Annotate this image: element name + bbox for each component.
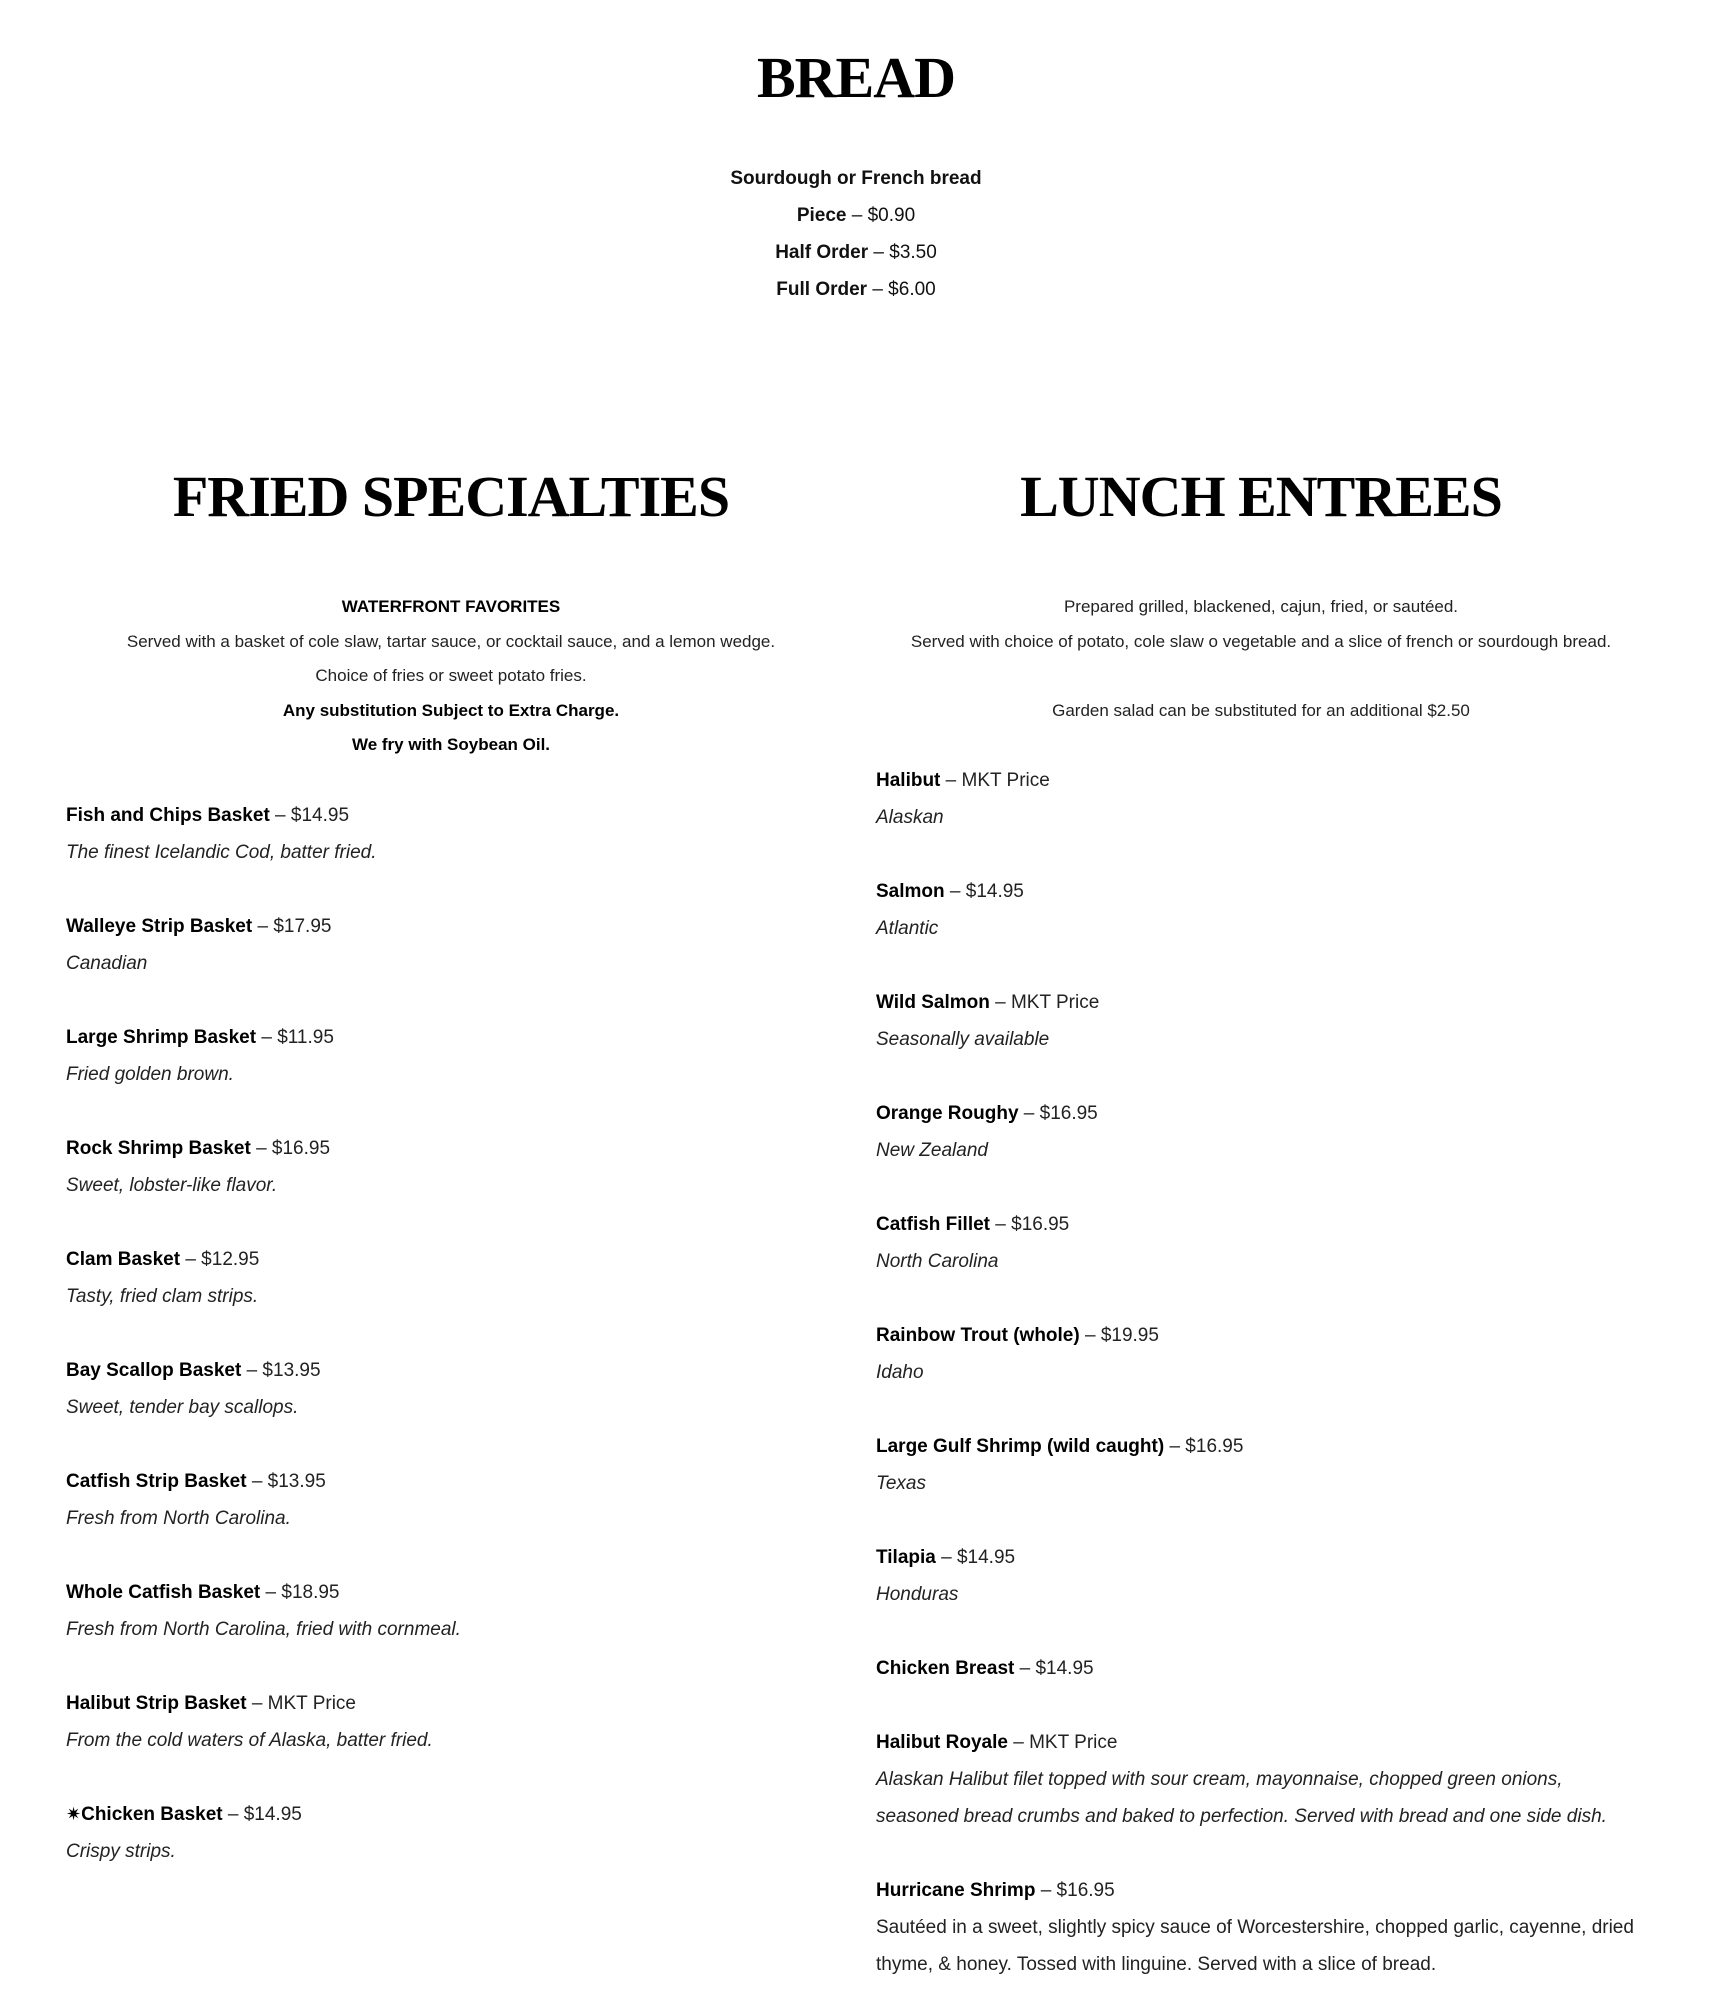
item-name: Clam Basket	[66, 1248, 181, 1270]
item-description: Crispy strips.	[66, 1840, 176, 1862]
item-description: Atlantic	[876, 918, 939, 939]
item-price: – $11.95	[256, 1026, 334, 1048]
intro-spacer	[876, 659, 1646, 694]
item-price: – $19.95	[1079, 1325, 1159, 1346]
fried-intro-line: Served with a basket of cole slaw, tartar sauce, or cocktail sauce, and a lemon wedge.	[126, 631, 776, 651]
menu-item	[66, 1796, 836, 1870]
fried-intro-header: WATERFRONT FAVORITES	[341, 597, 561, 616]
item-name: Catfish Strip Basket	[66, 1470, 247, 1492]
star-icon: ✷	[66, 1803, 82, 1824]
bread-item-price: – $3.50	[868, 242, 937, 263]
item-price: – MKT Price	[1007, 1732, 1118, 1753]
item-name: Bay Scallop Basket	[66, 1359, 242, 1381]
item-price: – MKT Price	[246, 1692, 357, 1714]
item-name: Catfish Fillet	[876, 1214, 991, 1235]
item-description: Seasonally available	[876, 1029, 1050, 1050]
bread-item-name: Piece	[796, 205, 847, 226]
bread-title: BREAD	[756, 45, 956, 110]
menu-item	[876, 1724, 1646, 1835]
item-name: Large Gulf Shrimp (wild caught)	[876, 1436, 1165, 1457]
item-description: Idaho	[876, 1362, 924, 1383]
item-price: – $14.95	[222, 1803, 302, 1825]
bread-item-name: Sourdough or French bread	[730, 168, 982, 189]
lunch-intro-line: Served with choice of potato, cole slaw o vegetable and a slice of french or sourdough bread.	[910, 631, 1612, 651]
item-name: Salmon	[876, 881, 945, 902]
menu-item	[66, 1463, 836, 1537]
item-description: Fresh from North Carolina, fried with cornmeal.	[66, 1618, 461, 1640]
menu-item	[876, 1317, 1646, 1391]
bread-item-name: Half Order	[775, 242, 869, 263]
item-price: – $16.95	[1035, 1880, 1115, 1901]
fried-intro-line: Choice of fries or sweet potato fries.	[315, 666, 587, 685]
item-name: Large Shrimp Basket	[66, 1026, 257, 1048]
lunch-intro-line: Prepared grilled, blackened, cajun, fried, or sautéed.	[1063, 597, 1459, 616]
item-name: Tilapia	[876, 1547, 936, 1568]
menu-item	[876, 1206, 1646, 1280]
menu-item	[876, 1650, 1646, 1687]
item-price: – $14.95	[935, 1547, 1016, 1568]
item-description: Sweet, tender bay scallops.	[66, 1396, 299, 1418]
item-description: Honduras	[876, 1584, 959, 1605]
item-description: North Carolina	[876, 1251, 999, 1272]
item-description: From the cold waters of Alaska, batter fried.	[66, 1729, 433, 1751]
menu-item	[66, 1574, 836, 1648]
fried-intro-note: We fry with Soybean Oil.	[351, 735, 551, 754]
item-description: Alaskan	[876, 807, 944, 828]
item-price: – $16.95	[990, 1214, 1070, 1235]
item-description: Tasty, fried clam strips.	[66, 1285, 259, 1307]
lunch-items	[876, 762, 1646, 1983]
lunch-entrees-section	[876, 462, 1646, 1983]
item-description: Alaskan Halibut filet topped with sour cream, mayonnaise, chopped green onions, seasoned bread crumbs and baked to perfection. Served with bread and one side dish.	[876, 1769, 1607, 1827]
item-price: – $14.95	[1014, 1658, 1094, 1679]
item-description: Sautéed in a sweet, slightly spicy sauce of Worcestershire, chopped garlic, cayenne, dried thyme, & honey. Tossed with linguine. Served with a slice of bread.	[876, 1917, 1634, 1975]
bread-section	[0, 160, 1712, 308]
menu-item	[876, 873, 1646, 947]
fried-title: FRIED SPECIALTIES	[172, 464, 730, 529]
item-description: The finest Icelandic Cod, batter fried.	[66, 841, 377, 863]
item-name: Chicken Basket	[81, 1803, 223, 1825]
item-name: Walleye Strip Basket	[66, 915, 253, 937]
menu-item	[876, 1539, 1646, 1613]
item-name: Halibut Strip Basket	[66, 1692, 247, 1714]
lunch-intro-line: Garden salad can be substituted for an additional $2.50	[1052, 700, 1470, 720]
item-name: Fish and Chips Basket	[66, 804, 270, 826]
item-name: Halibut Royale	[876, 1732, 1008, 1753]
item-name: Wild Salmon	[876, 992, 990, 1013]
item-description: New Zealand	[876, 1140, 988, 1161]
item-price: – $16.95	[1018, 1103, 1098, 1124]
bread-line	[0, 197, 1712, 234]
item-price: – MKT Price	[940, 770, 1050, 791]
item-price: – $13.95	[241, 1359, 321, 1381]
item-name: Rainbow Trout (whole)	[876, 1325, 1080, 1346]
menu-item	[66, 908, 836, 982]
lunch-title: LUNCH ENTREES	[1020, 464, 1502, 529]
item-description: Sweet, lobster-like flavor.	[66, 1174, 278, 1196]
menu-item	[876, 1872, 1646, 1983]
fried-intro-note: Any substitution Subject to Extra Charge.	[282, 700, 620, 720]
item-price: – MKT Price	[989, 992, 1100, 1013]
fried-specialties-section	[66, 462, 836, 1870]
item-description: Texas	[876, 1473, 926, 1494]
item-price: – $18.95	[260, 1581, 340, 1603]
menu-item	[876, 984, 1646, 1058]
item-name: Chicken Breast	[876, 1658, 1015, 1679]
menu-item	[66, 797, 836, 871]
item-name: Rock Shrimp Basket	[66, 1137, 251, 1159]
menu-item	[876, 1428, 1646, 1502]
bread-line	[0, 234, 1712, 271]
item-name: Halibut	[876, 770, 941, 791]
menu-item	[876, 1095, 1646, 1169]
menu-item	[66, 1130, 836, 1204]
item-name: Orange Roughy	[876, 1103, 1019, 1124]
menu-item	[876, 762, 1646, 836]
item-price: – $14.95	[269, 804, 350, 826]
item-price: – $14.95	[944, 881, 1024, 902]
item-name: Whole Catfish Basket	[66, 1581, 261, 1603]
menu-item	[66, 1019, 836, 1093]
fried-intro	[66, 590, 836, 763]
bread-line	[0, 160, 1712, 197]
item-price: – $16.95	[250, 1137, 331, 1159]
bread-line	[0, 271, 1712, 308]
item-name: Hurricane Shrimp	[876, 1880, 1036, 1901]
bread-item-price: – $6.00	[867, 279, 936, 300]
item-description: Fresh from North Carolina.	[66, 1507, 291, 1529]
menu-item	[66, 1241, 836, 1315]
fried-items	[66, 797, 836, 1870]
item-price: – $12.95	[180, 1248, 260, 1270]
lunch-intro	[876, 590, 1646, 728]
item-price: – $17.95	[252, 915, 332, 937]
item-price: – $16.95	[1164, 1436, 1244, 1457]
menu-item	[66, 1685, 836, 1759]
item-description: Fried golden brown.	[66, 1063, 234, 1085]
item-description: Canadian	[66, 952, 148, 974]
bread-item-name: Full Order	[776, 279, 868, 300]
item-price: – $13.95	[246, 1470, 326, 1492]
menu-item	[66, 1352, 836, 1426]
bread-item-price: – $0.90	[846, 205, 916, 226]
